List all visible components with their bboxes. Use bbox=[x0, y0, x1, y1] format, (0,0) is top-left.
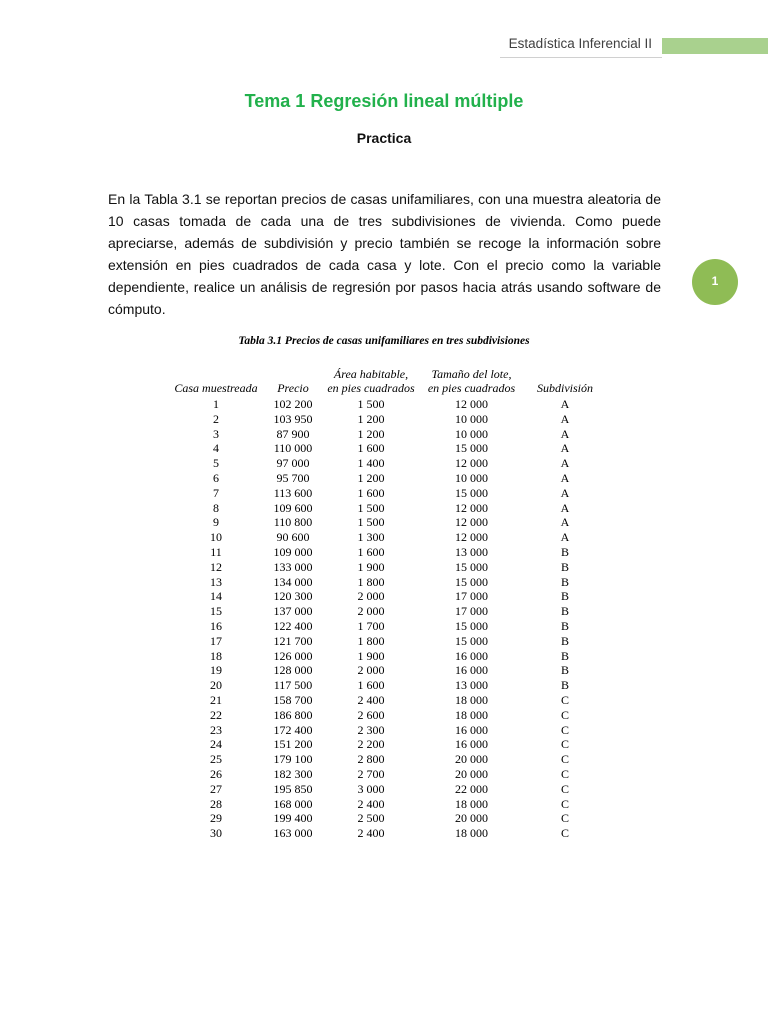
cell-precio: 109 600 bbox=[273, 500, 313, 515]
cell-precio: 179 100 bbox=[273, 752, 313, 767]
cell-casa: 1 bbox=[213, 397, 219, 411]
cell-subdivision: C bbox=[560, 826, 569, 841]
cell-casa: 16 bbox=[210, 618, 222, 633]
cell-casa: 27 bbox=[210, 781, 222, 796]
cell-area: 1 600 bbox=[357, 485, 385, 500]
cell-precio: 113 600 bbox=[273, 485, 313, 500]
header-accent-bar bbox=[662, 38, 768, 54]
cell-lote: 13 000 bbox=[455, 544, 488, 559]
cell-precio: 128 000 bbox=[273, 663, 313, 678]
cell-area: 1 900 bbox=[357, 559, 385, 574]
cell-lote: 15 000 bbox=[455, 559, 488, 574]
cell-casa: 29 bbox=[210, 811, 222, 826]
cell-casa: 9 bbox=[213, 515, 219, 530]
cell-casa: 17 bbox=[210, 633, 222, 648]
cell-area: 2 400 bbox=[357, 826, 385, 841]
cell-subdivision: B bbox=[560, 559, 569, 574]
cell-casa: 18 bbox=[210, 648, 222, 663]
cell-casa: 30 bbox=[210, 826, 222, 841]
cell-area: 1 200 bbox=[357, 426, 385, 441]
cell-lote: 20 000 bbox=[455, 766, 488, 781]
col-header-lote: Tamaño del lote, en pies cuadrados bbox=[427, 367, 516, 395]
cell-lote: 17 000 bbox=[455, 604, 488, 619]
cell-lote: 18 000 bbox=[455, 796, 488, 811]
cell-lote: 16 000 bbox=[455, 663, 488, 678]
cell-subdivision: C bbox=[560, 766, 569, 781]
cell-area: 2 400 bbox=[357, 796, 385, 811]
cell-area: 2 000 bbox=[357, 604, 385, 619]
cell-lote: 20 000 bbox=[455, 811, 488, 826]
header-title: Estadística Inferencial II bbox=[508, 36, 652, 51]
cell-subdivision: C bbox=[560, 737, 569, 752]
cell-casa: 6 bbox=[213, 470, 219, 485]
cell-lote: 16 000 bbox=[455, 722, 488, 737]
cell-area: 3 000 bbox=[357, 781, 385, 796]
cell-lote: 16 000 bbox=[455, 648, 488, 663]
cell-precio: 122 400 bbox=[273, 618, 313, 633]
cell-subdivision: C bbox=[560, 692, 569, 707]
cell-subdivision: B bbox=[560, 589, 569, 604]
cell-subdivision: A bbox=[560, 397, 570, 411]
cell-lote: 12 000 bbox=[455, 456, 488, 471]
cell-lote: 12 000 bbox=[455, 500, 488, 515]
cell-area: 1 500 bbox=[357, 500, 385, 515]
table-row bbox=[168, 397, 607, 412]
table-row bbox=[168, 782, 607, 797]
cell-subdivision: A bbox=[560, 426, 570, 441]
cell-casa: 28 bbox=[210, 796, 222, 811]
table-header-row bbox=[168, 367, 607, 397]
cell-lote: 18 000 bbox=[455, 707, 488, 722]
cell-subdivision: C bbox=[560, 781, 569, 796]
table-row bbox=[168, 530, 607, 545]
table-row bbox=[168, 634, 607, 649]
cell-precio: 158 700 bbox=[273, 692, 313, 707]
table-row bbox=[168, 767, 607, 782]
cell-subdivision: A bbox=[560, 515, 570, 530]
cell-area: 2 300 bbox=[357, 722, 385, 737]
cell-precio: 133 000 bbox=[273, 559, 313, 574]
cell-casa: 2 bbox=[213, 411, 219, 426]
table-row bbox=[168, 678, 607, 693]
cell-casa: 23 bbox=[210, 722, 222, 737]
cell-lote: 15 000 bbox=[455, 618, 488, 633]
col-header-precio: Precio bbox=[277, 381, 309, 395]
cell-area: 1 300 bbox=[357, 530, 385, 545]
cell-casa: 12 bbox=[210, 559, 222, 574]
cell-subdivision: C bbox=[560, 796, 569, 811]
cell-precio: 110 800 bbox=[273, 515, 313, 530]
cell-area: 2 600 bbox=[357, 707, 385, 722]
cell-precio: 120 300 bbox=[273, 589, 313, 604]
table-row bbox=[168, 723, 607, 738]
cell-casa: 14 bbox=[210, 589, 222, 604]
cell-precio: 182 300 bbox=[273, 766, 313, 781]
cell-lote: 20 000 bbox=[455, 752, 488, 767]
table-row bbox=[168, 604, 607, 619]
cell-subdivision: A bbox=[560, 411, 570, 426]
cell-lote: 12 000 bbox=[455, 530, 488, 545]
cell-area: 2 200 bbox=[357, 737, 385, 752]
cell-subdivision: A bbox=[560, 456, 570, 471]
table-row bbox=[168, 797, 607, 812]
cell-lote: 16 000 bbox=[455, 737, 488, 752]
cell-precio: 168 000 bbox=[273, 796, 313, 811]
table-row bbox=[168, 693, 607, 708]
intro-paragraph: En la Tabla 3.1 se reportan precios de casas unifamiliares, con una muestra aleatoria de 10 casas tomada de cada una de tres subdivisiones de vivienda. Como puede apreciarse, además de subdivisión y precio también se recoge la información sobre extensión en pies cuadrados de cada casa y lote. Con el precio como la variable dependiente, realice un análisis de regresión por pasos hacia atrás usando software de cómputo. bbox=[108, 191, 661, 317]
cell-casa: 13 bbox=[210, 574, 222, 589]
cell-area: 1 600 bbox=[357, 544, 385, 559]
table-row bbox=[168, 441, 607, 456]
table-caption: Tabla 3.1 Precios de casas unifamiliares en tres subdivisiones bbox=[238, 335, 530, 347]
cell-subdivision: C bbox=[560, 707, 569, 722]
table-row bbox=[168, 501, 607, 516]
cell-lote: 18 000 bbox=[455, 692, 488, 707]
cell-area: 1 700 bbox=[357, 618, 385, 633]
cell-casa: 22 bbox=[210, 707, 222, 722]
cell-precio: 199 400 bbox=[273, 811, 313, 826]
cell-area: 1 600 bbox=[357, 441, 385, 456]
cell-area: 2 000 bbox=[357, 589, 385, 604]
table-row bbox=[168, 560, 607, 575]
cell-area: 1 400 bbox=[357, 456, 385, 471]
cell-area: 1 200 bbox=[357, 411, 385, 426]
cell-precio: 137 000 bbox=[273, 604, 313, 619]
cell-lote: 12 000 bbox=[455, 515, 488, 530]
page-number-badge: 1 bbox=[692, 259, 738, 305]
cell-casa: 21 bbox=[210, 692, 222, 707]
table-header bbox=[168, 367, 607, 397]
cell-area: 1 900 bbox=[357, 648, 385, 663]
cell-precio: 109 000 bbox=[273, 544, 313, 559]
cell-casa: 4 bbox=[213, 441, 219, 456]
cell-precio: 186 800 bbox=[273, 707, 313, 722]
table-row bbox=[168, 752, 607, 767]
col-header-casa: Casa muestreada bbox=[174, 381, 258, 395]
cell-casa: 19 bbox=[210, 663, 222, 678]
cell-area: 2 400 bbox=[357, 692, 385, 707]
cell-subdivision: C bbox=[560, 722, 569, 737]
cell-casa: 3 bbox=[213, 426, 219, 441]
cell-subdivision: A bbox=[560, 470, 570, 485]
cell-precio: 163 000 bbox=[273, 826, 313, 841]
table-row bbox=[168, 649, 607, 664]
cell-subdivision: B bbox=[560, 544, 569, 559]
cell-area: 1 800 bbox=[357, 574, 385, 589]
cell-casa: 7 bbox=[213, 485, 219, 500]
table-body bbox=[168, 397, 607, 841]
cell-subdivision: B bbox=[560, 574, 569, 589]
cell-subdivision: B bbox=[560, 648, 569, 663]
table-row bbox=[168, 412, 607, 427]
header-divider bbox=[500, 57, 662, 58]
cell-subdivision: B bbox=[560, 633, 569, 648]
cell-casa: 20 bbox=[210, 678, 222, 693]
cell-subdivision: B bbox=[560, 678, 569, 693]
cell-casa: 15 bbox=[210, 604, 222, 619]
table-row bbox=[168, 515, 607, 530]
cell-precio: 134 000 bbox=[273, 574, 313, 589]
cell-precio: 97 000 bbox=[276, 456, 310, 471]
table-row bbox=[168, 486, 607, 501]
cell-lote: 13 000 bbox=[455, 678, 488, 693]
cell-lote: 10 000 bbox=[455, 411, 488, 426]
cell-precio: 95 700 bbox=[276, 470, 310, 485]
cell-precio: 110 000 bbox=[273, 441, 313, 456]
cell-precio: 102 200 bbox=[273, 397, 313, 411]
cell-lote: 15 000 bbox=[455, 441, 488, 456]
cell-casa: 24 bbox=[210, 737, 222, 752]
table-row bbox=[168, 575, 607, 590]
table-row bbox=[168, 663, 607, 678]
table-row bbox=[168, 545, 607, 560]
cell-subdivision: A bbox=[560, 441, 570, 456]
cell-area: 1 500 bbox=[357, 515, 385, 530]
cell-casa: 25 bbox=[210, 752, 222, 767]
cell-lote: 15 000 bbox=[455, 485, 488, 500]
cell-lote: 17 000 bbox=[455, 589, 488, 604]
cell-area: 2 000 bbox=[357, 663, 385, 678]
cell-casa: 5 bbox=[213, 456, 219, 471]
cell-area: 1 600 bbox=[357, 678, 385, 693]
cell-subdivision: A bbox=[560, 485, 570, 500]
cell-precio: 126 000 bbox=[273, 648, 313, 663]
document-subtitle: Practica bbox=[356, 130, 412, 146]
cell-area: 2 700 bbox=[357, 766, 385, 781]
document-title: Tema 1 Regresión lineal múltiple bbox=[244, 91, 524, 111]
cell-subdivision: A bbox=[560, 530, 570, 545]
cell-subdivision: C bbox=[560, 752, 569, 767]
table-row bbox=[168, 708, 607, 723]
cell-subdivision: C bbox=[560, 811, 569, 826]
cell-subdivision: B bbox=[560, 663, 569, 678]
cell-area: 2 800 bbox=[357, 752, 385, 767]
cell-lote: 12 000 bbox=[455, 397, 488, 411]
cell-precio: 121 700 bbox=[273, 633, 313, 648]
cell-precio: 103 950 bbox=[273, 411, 313, 426]
table-row bbox=[168, 589, 607, 604]
cell-casa: 10 bbox=[210, 530, 222, 545]
cell-casa: 8 bbox=[213, 500, 219, 515]
cell-area: 1 500 bbox=[357, 397, 385, 411]
cell-lote: 15 000 bbox=[455, 633, 488, 648]
cell-precio: 195 850 bbox=[273, 781, 313, 796]
cell-precio: 87 900 bbox=[276, 426, 310, 441]
table-row bbox=[168, 427, 607, 442]
cell-lote: 18 000 bbox=[455, 826, 488, 841]
table-row bbox=[168, 619, 607, 634]
table-row bbox=[168, 811, 607, 826]
houses-table bbox=[168, 367, 607, 841]
cell-lote: 15 000 bbox=[455, 574, 488, 589]
cell-area: 2 500 bbox=[357, 811, 385, 826]
cell-precio: 172 400 bbox=[273, 722, 313, 737]
table-row bbox=[168, 826, 607, 841]
cell-area: 1 200 bbox=[357, 470, 385, 485]
cell-lote: 22 000 bbox=[455, 781, 488, 796]
cell-subdivision: B bbox=[560, 604, 569, 619]
cell-subdivision: A bbox=[560, 500, 570, 515]
cell-subdivision: B bbox=[560, 618, 569, 633]
cell-area: 1 800 bbox=[357, 633, 385, 648]
cell-lote: 10 000 bbox=[455, 426, 488, 441]
col-header-area: Área habitable, en pies cuadrados bbox=[327, 367, 415, 395]
cell-casa: 26 bbox=[210, 766, 222, 781]
col-header-subdivision: Subdivisión bbox=[537, 381, 593, 395]
table-row bbox=[168, 737, 607, 752]
table-row bbox=[168, 456, 607, 471]
cell-precio: 151 200 bbox=[273, 737, 313, 752]
cell-precio: 117 500 bbox=[273, 678, 313, 693]
cell-precio: 90 600 bbox=[276, 530, 310, 545]
table-row bbox=[168, 471, 607, 486]
cell-lote: 10 000 bbox=[455, 470, 488, 485]
cell-casa: 11 bbox=[210, 544, 222, 559]
